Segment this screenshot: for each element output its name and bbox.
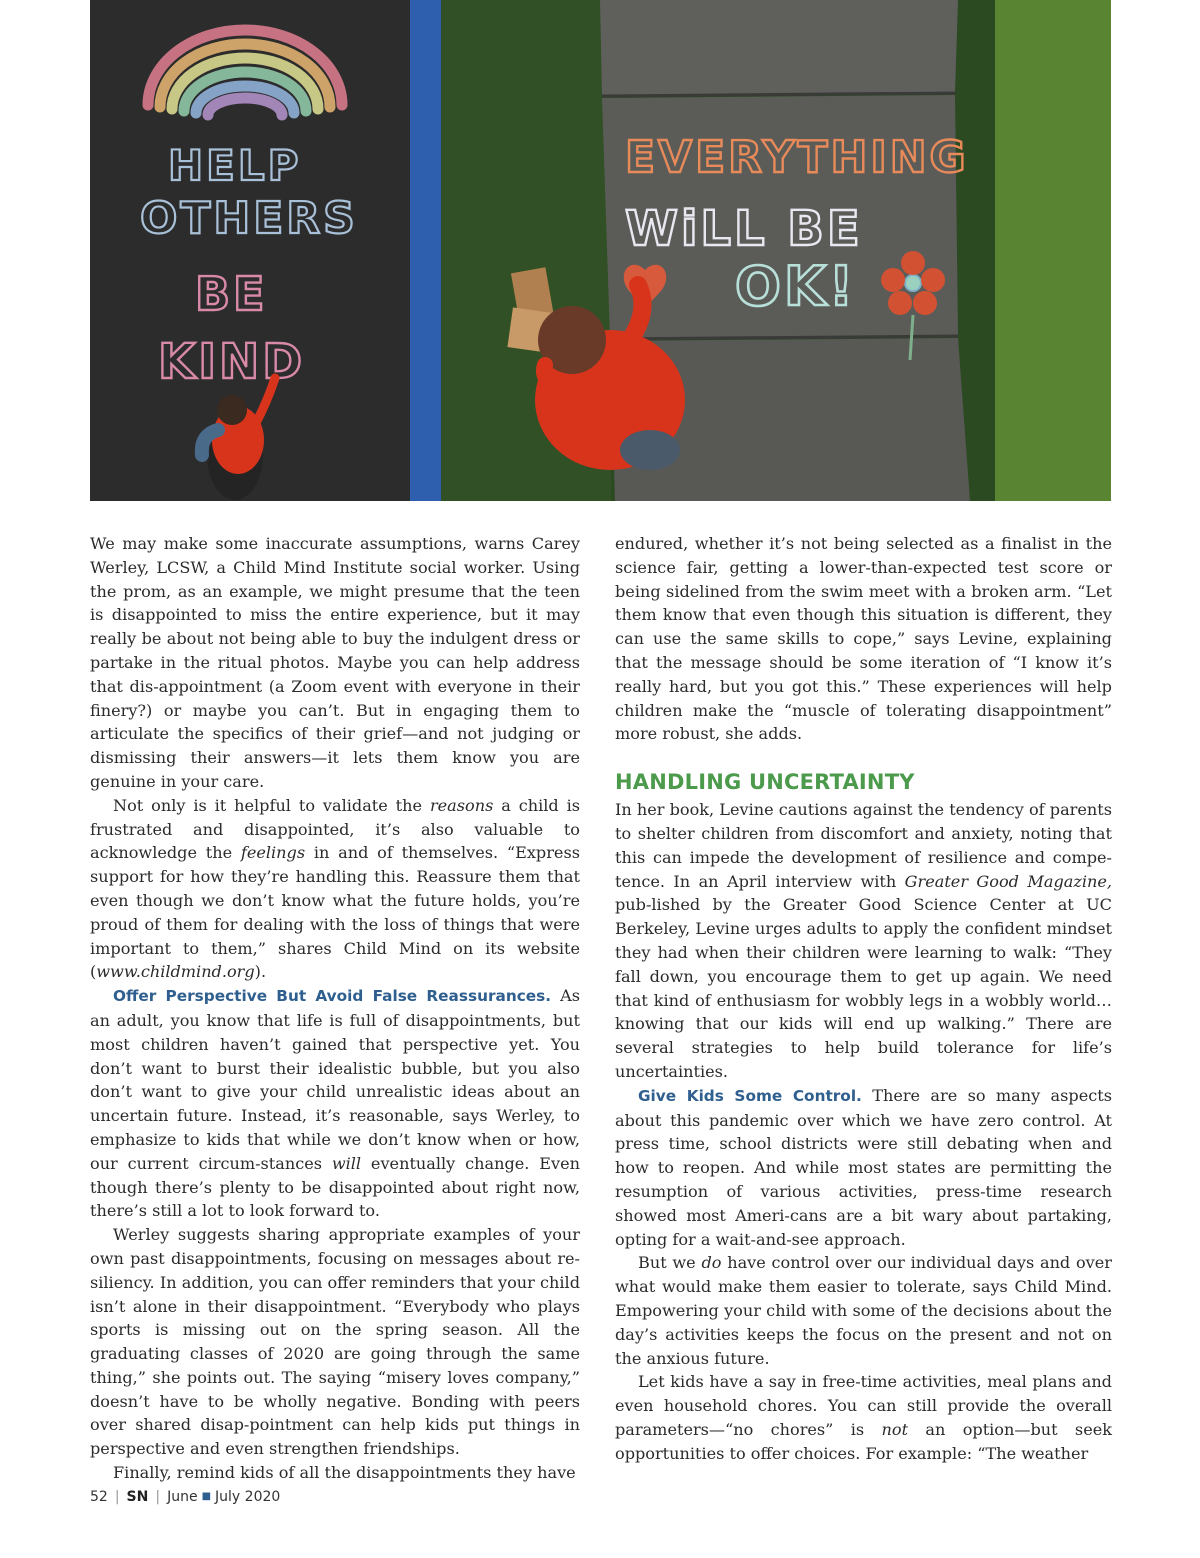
chalk-word-be: BE <box>195 267 268 321</box>
paragraph: We may make some inaccurate assumptions, warns Carey Werley, LCSW, a Child Mind Institute social worker. Using the prom, as an example, we might presume that the teen is disappointed to miss the entire experience, but it may really be about not being able to buy the indulgent dress or partake in the ritual photos. Maybe you can help address that dis-appointment (a Zoom event with everyone in their finery?) or maybe you can’t. But in engaging them to articulate the specifics of their grief—and not judging or dismissing their answers—it lets them know you are genuine in your care. <box>90 534 580 791</box>
chalk-word-help: HELP <box>168 141 302 190</box>
paragraph: Not only is it helpful to validate the reasons a child is frustrated and disappointed, it’s also valuable to acknowledge the feelings in and of themselves. “Express support for how they’re handling this. Reassure them that even though we don’t know what the future holds, you’re proud of them for dealing with the loss of things that were important to them,” shares Child Mind on its website (www.childmind.org). <box>90 795 580 982</box>
right-column <box>615 532 1112 1465</box>
chalk-word-others: OTHERS <box>140 193 358 244</box>
section-heading: HANDLING UNCERTAINTY <box>615 770 915 795</box>
paragraph: Offer Perspective But Avoid False Reassurances. As an adult, you know that life is full of disappointments, but most children haven’t gained that perspective yet. You don’t want to burst their idealistic bubble, but you also don’t want to give your child unrealistic ideas about an uncertain future. Instead, it’s reasonable, says Werley, to emphasize to kids that while we don’t know when or how, our current circum-stances will eventually change. Even though there’s plenty to be disappointed about right now, there’s still a lot to look forward to. <box>90 986 580 1221</box>
bullet-icon: ■ <box>201 1491 212 1502</box>
chalk-word-everything: EVERYTHING <box>625 132 969 183</box>
chalk-word-will-be: WiLL BE <box>625 201 863 257</box>
subheading-runin: Give Kids Some Control. <box>638 1086 862 1105</box>
paragraph: But we do have control over our individual days and over what would make them easier to tolerate, says Child Mind. Empowering your child with some of the decisions about the day’s activities keeps the focus on the present and not on the anxious future. <box>615 1253 1112 1368</box>
paragraph: In her book, Levine cautions against the tendency of parents to shelter children from discomfort and anxiety, noting that this can impede the development of resilience and compe-tence. In an April interview with Greater Good Magazine, pub-lished by the Greater Good Science Center at UC Berkeley, Levine urges adults to apply the confident mindset they had when their children were learning to walk: “They fall down, you encourage them to get up again. We need that kind of enthusiasm for wobbly legs in a wobbly world…knowing that our kids will end up walking.” There are several strategies to help build tolerance for life’s uncertainties. <box>615 800 1112 1081</box>
chalk-art-photo <box>90 0 1111 501</box>
paragraph: endured, whether it’s not being selected as a finalist in the science fair, getting a lower-than-expected test score or being sidelined from the swim meet with a broken arm. “Let them know that even though this situation is different, they can use the same skills to cope,” says Levine, explaining that the message should be some iteration of “I know it’s really hard, but you got this.” These experiences will help children make the “muscle of tolerating disappointment” more robust, she adds. <box>615 534 1112 744</box>
paragraph: Finally, remind kids of all the disappointments they have <box>113 1463 576 1483</box>
subheading-runin: Offer Perspective But Avoid False Reassurances. <box>113 987 552 1006</box>
page-number: 52 <box>90 1489 108 1505</box>
chalk-word-kind: KIND <box>158 334 306 390</box>
paragraph: Werley suggests sharing appropriate examples of your own past disappointments, focusing on messages about re-siliency. In addition, you can offer reminders that your child isn’t alone in their disappointment. “Everybody who plays sports is missing out on the spring season. All the graduating classes of 2020 are going through the same thing,” she points out. The saying “misery loves company,” doesn’t have to be wholly negative. Bonding with peers over shared disap-pointment can help kids put things in perspective and even strengthen friendships. <box>90 1225 580 1459</box>
issue-month-a: June <box>167 1489 198 1505</box>
left-column <box>90 532 580 1485</box>
issue-month-b: July 2020 <box>215 1489 281 1505</box>
paragraph: Let kids have a say in free-time activities, meal plans and even household chores. You can still provide the overall parameters—“no chores” is not an option—but seek opportunities to offer choices. For example: “The weather <box>615 1372 1112 1463</box>
chalk-word-ok: OK! <box>735 255 857 318</box>
page-footer: 52 | SN | June ■ July 2020 <box>90 1489 281 1505</box>
paragraph: Give Kids Some Control. There are so many aspects about this pandemic over which we have zero control. At press time, school districts were still debating when and how to reopen. And while most states are permitting the resumption of various activities, press-time research showed most Ameri-cans are a bit wary about partaking, opting for a wait-and-see approach. <box>615 1085 1112 1249</box>
magazine-name: SN <box>126 1489 149 1505</box>
